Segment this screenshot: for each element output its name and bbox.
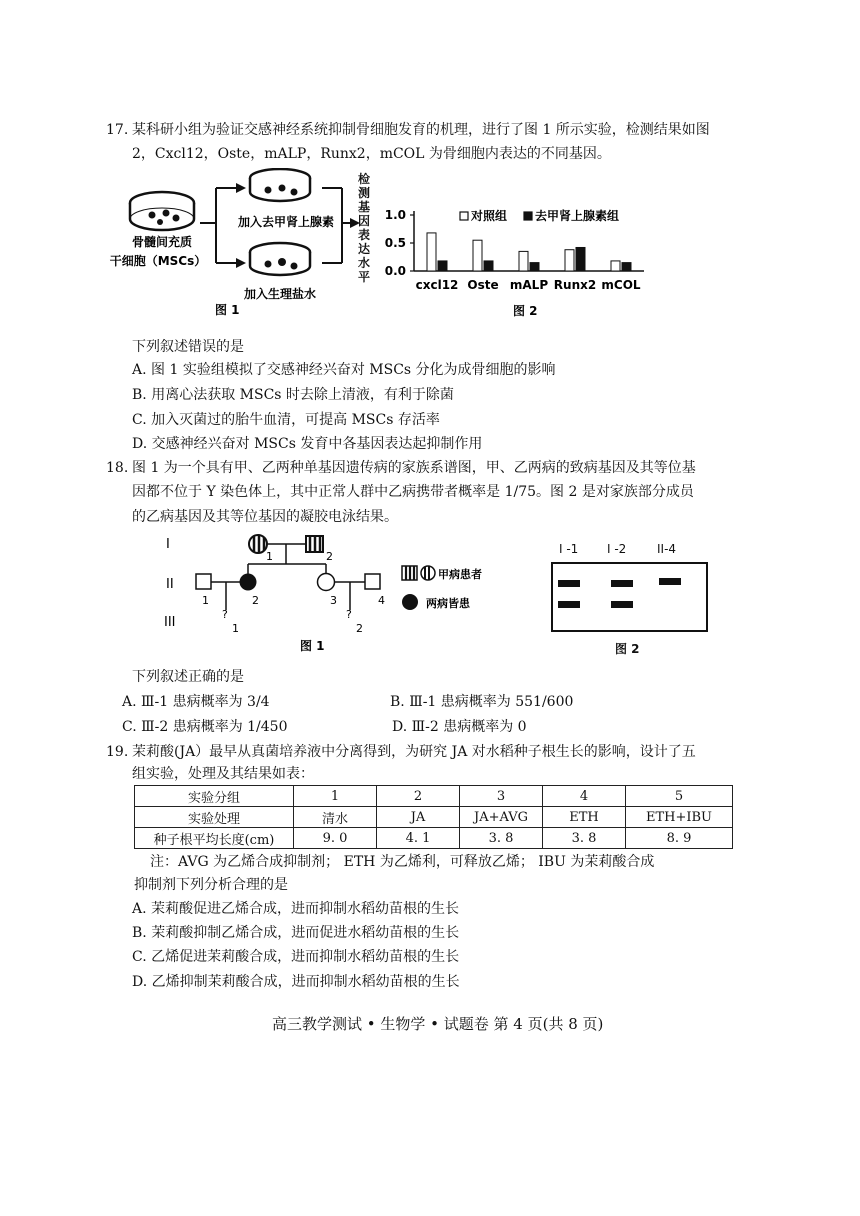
x-tick-label: mALP bbox=[509, 278, 549, 292]
II1-male-normal bbox=[196, 574, 211, 589]
detect-label: 检测基因表达水平 bbox=[358, 172, 371, 284]
source-label-line2: 干细胞（MSCs） bbox=[109, 254, 207, 268]
q19-note-line2: 抑制剂下列分析合理的是 bbox=[134, 877, 288, 893]
q19-option-a[interactable]: A. 茉莉酸促进乙烯合成，进而抑制水稻幼苗根的生长 bbox=[132, 901, 460, 917]
q19-option-c[interactable]: C. 乙烯促进茉莉酸合成，进而抑制水稻幼苗根的生长 bbox=[132, 949, 460, 965]
q18-number: 18. bbox=[106, 460, 129, 476]
III2-question: ? bbox=[346, 608, 352, 621]
q19-option-d[interactable]: D. 乙烯抑制茉莉酸合成，进而抑制水稻幼苗根的生长 bbox=[132, 974, 460, 990]
legend-both-icon bbox=[402, 594, 418, 610]
gel-caption: 图 2 bbox=[615, 642, 640, 656]
table-cell: 4 bbox=[543, 786, 626, 807]
table-cell: 5 bbox=[626, 786, 733, 807]
II2-female-both-affected bbox=[240, 574, 257, 591]
legend-label: 对照组 bbox=[471, 209, 508, 223]
gel-band bbox=[611, 580, 633, 587]
III1-label: 1 bbox=[232, 622, 239, 635]
legend-swatch bbox=[524, 212, 532, 220]
table-cell: JA bbox=[377, 807, 460, 828]
table-row bbox=[135, 786, 733, 807]
bottom-dish-label: 加入生理盐水 bbox=[243, 287, 317, 301]
pedigree-caption: 图 1 bbox=[300, 639, 325, 653]
I1-female-affected-jia bbox=[249, 535, 267, 553]
gen-I-label: I bbox=[166, 537, 170, 552]
q17-stem-line2: 2，Cxcl12，Oste，mALP，Runx2，mCOL 为骨细胞内表达的不同基因。 bbox=[132, 146, 611, 162]
legend-jia-icon bbox=[402, 566, 435, 580]
table-cell: 实验处理 bbox=[135, 807, 294, 828]
chart-caption: 图 2 bbox=[513, 304, 538, 318]
q18-pedigree bbox=[160, 528, 530, 656]
gen-III-label: III bbox=[164, 615, 176, 630]
table-row bbox=[135, 828, 733, 849]
table-cell: 2 bbox=[377, 786, 460, 807]
table-cell: 3. 8 bbox=[460, 828, 543, 849]
chart-bar bbox=[519, 251, 528, 271]
chart-bar bbox=[530, 263, 539, 271]
legend-both-label: 两病皆患 bbox=[426, 597, 470, 610]
q17-chart bbox=[378, 205, 648, 320]
table-cell: ETH+IBU bbox=[626, 807, 733, 828]
gen-II-label: II bbox=[166, 577, 174, 592]
legend-swatch bbox=[460, 212, 468, 220]
II2-label: 2 bbox=[252, 594, 259, 607]
II4-label: 4 bbox=[378, 594, 385, 607]
chart-bar bbox=[611, 261, 620, 271]
q18-option-a[interactable]: A. Ⅲ-1 患病概率为 3/4 bbox=[122, 694, 270, 710]
top-dish-label: 加入去甲肾上腺素 bbox=[237, 215, 335, 229]
legend-label: 去甲肾上腺素组 bbox=[535, 209, 620, 223]
q18-gel bbox=[551, 562, 708, 632]
q19-stem-line1: 茉莉酸(JA）最早从真菌培养液中分离得到，为研究 JA 对水稻种子根生长的影响，设计了五 bbox=[132, 744, 696, 760]
table-cell: ETH bbox=[543, 807, 626, 828]
y-tick-label: 0.0 bbox=[384, 264, 406, 278]
legend-jia-label: 甲病患者 bbox=[438, 568, 482, 581]
gel-lane-3-label: II-4 bbox=[657, 542, 677, 556]
q18-option-b[interactable]: B. Ⅲ-1 患病概率为 551/600 bbox=[390, 694, 574, 710]
chart-bar bbox=[473, 240, 482, 271]
q19-stem-line2: 组实验，处理及其结果如表： bbox=[132, 766, 314, 782]
q17-option-d[interactable]: D. 交感神经兴奋对 MSCs 发育中各基因表达起抑制作用 bbox=[132, 436, 483, 452]
bottom-dish-icon bbox=[250, 243, 310, 275]
table-cell: 实验分组 bbox=[135, 786, 294, 807]
gel-band bbox=[558, 580, 580, 587]
table-cell: 清水 bbox=[294, 807, 377, 828]
III2-label: 2 bbox=[356, 622, 363, 635]
q17-stem-line1: 某科研小组为验证交感神经系统抑制骨细胞发育的机理，进行了图 1 所示实验，检测结果如图 bbox=[132, 122, 710, 138]
I1-label: 1 bbox=[266, 550, 273, 563]
III1-question: ? bbox=[222, 608, 228, 621]
q17-option-c[interactable]: C. 加入灭菌过的胎牛血清，可提高 MSCs 存活率 bbox=[132, 412, 440, 428]
gel-band bbox=[558, 601, 580, 608]
q19-table bbox=[134, 785, 733, 849]
q17-number: 17. bbox=[106, 122, 129, 138]
q17-prompt: 下列叙述错误的是 bbox=[132, 339, 244, 355]
top-dish-icon bbox=[250, 169, 310, 201]
table-cell: 9. 0 bbox=[294, 828, 377, 849]
x-tick-label: Runx2 bbox=[553, 278, 597, 292]
chart-bar bbox=[565, 250, 574, 271]
x-tick-label: Oste bbox=[467, 278, 499, 292]
II4-male-normal bbox=[365, 574, 380, 589]
page-footer: 高三教学测试 • 生物学 • 试题卷 第 4 页(共 8 页) bbox=[272, 1015, 604, 1033]
q18-prompt: 下列叙述正确的是 bbox=[132, 669, 244, 685]
q18-stem-line2: 因都不位于 Y 染色体上，其中正常人群中乙病携带者概率是 1/75。图 2 是对家族部分成员 bbox=[132, 484, 694, 500]
q19-option-b[interactable]: B. 茉莉酸抑制乙烯合成，进而促进水稻幼苗根的生长 bbox=[132, 925, 460, 941]
gel-band bbox=[611, 601, 633, 608]
fig1-caption: 图 1 bbox=[215, 303, 240, 317]
q19-note-line1: 注：AVG 为乙烯合成抑制剂； ETH 为乙烯利，可释放乙烯； IBU 为茉莉酸合成 bbox=[150, 854, 655, 870]
II3-female-normal bbox=[318, 574, 335, 591]
chart-bar bbox=[484, 261, 493, 271]
table-cell: 1 bbox=[294, 786, 377, 807]
y-tick-label: 1.0 bbox=[384, 208, 406, 222]
q17-option-a[interactable]: A. 图 1 实验组模拟了交感神经兴奋对 MSCs 分化为成骨细胞的影响 bbox=[132, 362, 556, 378]
table-cell: 3. 8 bbox=[543, 828, 626, 849]
q18-stem-line3: 的乙病基因及其等位基因的凝胶电泳结果。 bbox=[132, 509, 398, 525]
gel-lane-2-label: I -2 bbox=[607, 542, 627, 556]
chart-bar bbox=[576, 247, 585, 271]
II3-label: 3 bbox=[330, 594, 337, 607]
I2-label: 2 bbox=[326, 550, 333, 563]
x-tick-label: mCOL bbox=[601, 278, 641, 292]
table-cell: 8. 9 bbox=[626, 828, 733, 849]
table-cell: 4. 1 bbox=[377, 828, 460, 849]
q18-stem-line1: 图 1 为一个具有甲、乙两种单基因遗传病的家族系谱图，甲、乙两病的致病基因及其等位基 bbox=[132, 460, 696, 476]
gel-band bbox=[659, 578, 681, 585]
q18-option-c[interactable]: C. Ⅲ-2 患病概率为 1/450 bbox=[122, 719, 288, 735]
chart-bar bbox=[427, 233, 436, 271]
table-cell: JA+AVG bbox=[460, 807, 543, 828]
x-tick-label: cxcl12 bbox=[415, 278, 459, 292]
q17-figure1 bbox=[100, 168, 390, 318]
q17-option-b[interactable]: B. 用离心法获取 MSCs 时去除上清液，有利于除菌 bbox=[132, 387, 454, 403]
I2-male-affected-jia bbox=[306, 536, 323, 552]
table-cell: 3 bbox=[460, 786, 543, 807]
chart-bar bbox=[622, 263, 631, 271]
q19-number: 19. bbox=[106, 744, 129, 760]
table-row bbox=[135, 807, 733, 828]
q18-option-d[interactable]: D. Ⅲ-2 患病概率为 0 bbox=[392, 719, 527, 735]
y-tick-label: 0.5 bbox=[384, 236, 406, 250]
II1-label: 1 bbox=[202, 594, 209, 607]
source-dish-icon bbox=[130, 192, 194, 230]
table-cell: 种子根平均长度(cm) bbox=[135, 828, 294, 849]
gel-lane-1-label: I -1 bbox=[559, 542, 579, 556]
source-label-line1: 骨髓间充质 bbox=[131, 235, 193, 249]
chart-bar bbox=[438, 261, 447, 271]
